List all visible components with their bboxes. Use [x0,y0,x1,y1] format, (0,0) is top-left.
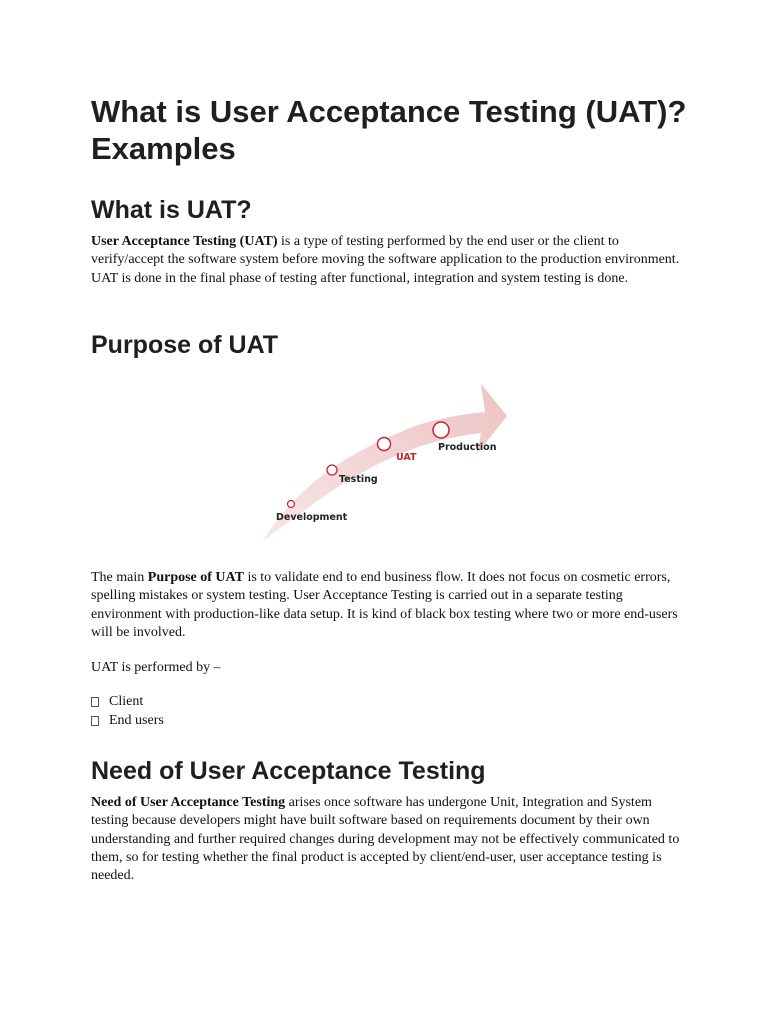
uat-process-diagram [255,378,525,548]
stage-marker-testing [327,465,337,475]
stage-marker-production [433,422,449,438]
stage-label-development: Development [276,512,348,523]
stage-marker-uat [378,438,391,451]
bold-term: Need of User Acceptance Testing [91,795,286,810]
paragraph-performed-by: UAT is performed by – [91,660,221,675]
list-item [91,712,164,731]
bold-term: Purpose of UAT [147,570,244,585]
paragraph-uat-purpose [91,569,681,642]
paragraph-text: is a type of testing performed by the end user or the client to verify/accept the software system before moving the software application to the production environment. UAT is done in the final phase of testing after functional, integration and system testing is done. [91,234,680,286]
performer-list [91,693,164,730]
stage-marker-development [288,501,295,508]
list-item-text: Client [109,694,144,709]
stage-label-testing: Testing [339,474,378,485]
paragraph-text: arises once software has undergone Unit, Integration and System testing because developers might have built software based on requirements document by their own understanding and further required changes during development may not be effectively communicated to them, so for testing whether the final product is accepted by client/end-user, user acceptance testing is needed. [91,795,680,884]
paragraph-text: is to validate end to end business flow. It does not focus on cosmetic errors, spelling mistakes or system testing. User Acceptance Testing is carried out in a separate testing environment with production-like data setup. It is kind of black box testing where two or more end-users will be involved. [91,570,678,640]
bold-term: User Acceptance Testing (UAT) [91,234,278,249]
page-title: What is User Acceptance Testing (UAT)? Examples [91,94,687,166]
heading-purpose-of-uat: Purpose of UAT [91,331,279,359]
bullet-box-icon [91,716,99,726]
list-item-text: End users [109,712,164,728]
heading-need-of-uat: Need of User Acceptance Testing [91,757,486,785]
paragraph-need-of-uat [91,794,681,885]
stage-label-production: Production [438,442,497,453]
heading-what-is-uat: What is UAT? [91,196,252,224]
paragraph-text: The main [91,570,148,585]
list-item [91,693,164,712]
stage-label-uat: UAT [396,452,417,463]
bullet-box-icon [91,697,99,707]
paragraph-uat-definition [91,233,681,288]
